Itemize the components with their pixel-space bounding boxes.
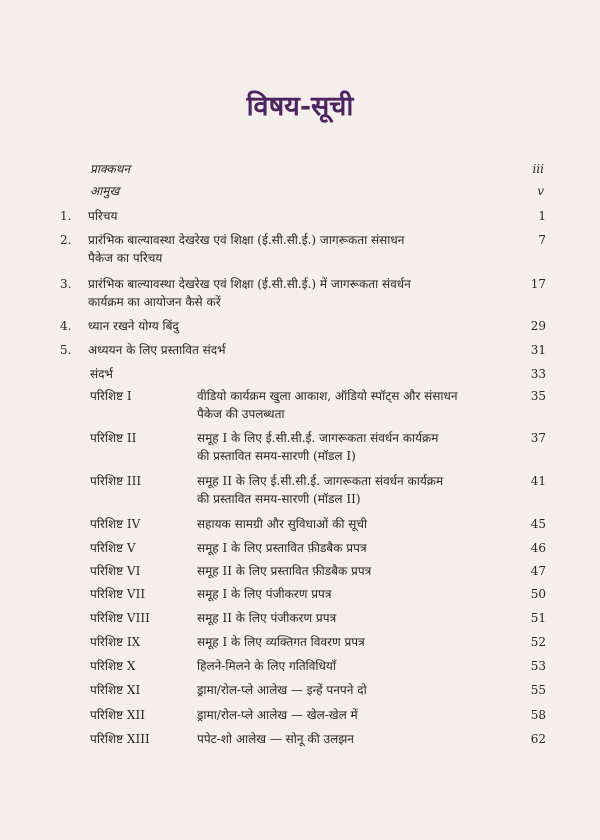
appendix-label: परिशिष्ट V (90, 541, 136, 555)
page-number: 53 (530, 659, 546, 673)
chapter-number: 4. (60, 319, 72, 333)
entry-label-line-2: पैकेज की उपलब्धता (197, 407, 285, 421)
appendix-label: परिशिष्ट III (90, 474, 142, 488)
chapter-number: 2. (60, 233, 72, 247)
entry-label: संदर्भ (90, 367, 113, 381)
page-number: iii (532, 162, 544, 176)
entry-label: समूह I के लिए पंजीकरण प्रपत्र (197, 587, 332, 601)
page-number: 50 (530, 587, 546, 601)
entry-label: आमुख (90, 184, 120, 198)
appendix-label: परिशिष्ट VII (90, 587, 146, 601)
entry-label-line-2: की प्रस्तावित समय-सारणी (मॉडल II) (197, 492, 361, 506)
page-number: 17 (530, 277, 546, 291)
page-number: 52 (530, 635, 546, 649)
appendix-label: परिशिष्ट VIII (90, 611, 150, 625)
entry-label: हिलने-मिलने के लिए गतिविधियाँ (197, 659, 336, 673)
chapter-number: 3. (60, 277, 72, 291)
chapter-number: 1. (60, 209, 72, 223)
entry-label: समूह II के लिए प्रस्तावित फ़ीडबैक प्रपत्र (197, 564, 372, 578)
page-number: 7 (538, 233, 546, 247)
appendix-label: परिशिष्ट VI (90, 564, 141, 578)
entry-label-line-1: समूह II के लिए ई.सी.सी.ई. जागरूकता संवर्धन कार्यक्रम (197, 474, 444, 488)
entry-label-line-1: प्रारंभिक बाल्यावस्था देखरेख एवं शिक्षा (ई.सी.सी.ई.) में जागरूकता संवर्धन (88, 277, 411, 291)
entry-label: समूह I के लिए व्यक्तिगत विवरण प्रपत्र (197, 635, 365, 649)
page-number: 47 (530, 564, 546, 578)
entry-label: परिचय (88, 209, 118, 223)
entry-label: समूह I के लिए प्रस्तावित फ़ीडबैक प्रपत्र (197, 541, 367, 555)
page-number: 46 (530, 541, 546, 555)
page-number: 35 (530, 389, 546, 403)
page-number: 62 (530, 732, 546, 746)
page-number: 29 (530, 319, 546, 333)
appendix-label: परिशिष्ट I (90, 389, 132, 403)
entry-label: सहायक सामग्री और सुविधाओं की सूची (197, 517, 368, 531)
entry-label-line-2: कार्यक्रम का आयोजन कैसे करें (88, 295, 221, 309)
page-number: 33 (530, 367, 546, 381)
page-number: v (537, 184, 544, 198)
page-number: 55 (530, 683, 546, 697)
page-number: 31 (530, 343, 546, 357)
page-number: 41 (530, 474, 546, 488)
chapter-number: 5. (60, 343, 72, 357)
entry-label: प्राक्कथन (90, 162, 131, 176)
entry-label-line-2: पैकेज का परिचय (88, 251, 163, 265)
entry-label: समूह II के लिए पंजीकरण प्रपत्र (197, 611, 337, 625)
entry-label: ड्रामा/रोल-प्ले आलेख — इन्हें पनपने दो (197, 683, 367, 697)
page-title: विषय-सूची (246, 91, 354, 122)
appendix-label: परिशिष्ट XIII (90, 732, 150, 746)
appendix-label: परिशिष्ट XII (90, 708, 145, 722)
appendix-label: परिशिष्ट II (90, 431, 137, 445)
appendix-label: परिशिष्ट X (90, 659, 136, 673)
appendix-label: परिशिष्ट IV (90, 517, 141, 531)
entry-label: अध्ययन के लिए प्रस्तावित संदर्भ (88, 343, 226, 357)
appendix-label: परिशिष्ट IX (90, 635, 141, 649)
entry-label: ध्यान रखने योग्य बिंदु (88, 319, 179, 333)
entry-label: पपेट-शो आलेख — सोनू की उलझन (197, 732, 354, 746)
entry-label-line-1: समूह I के लिए ई.सी.सी.ई. जागरूकता संवर्धन कार्यक्रम (197, 431, 439, 445)
entry-label-line-2: की प्रस्तावित समय-सारणी (मॉडल I) (197, 449, 356, 463)
page-number: 1 (538, 209, 546, 223)
appendix-label: परिशिष्ट XI (90, 683, 141, 697)
page-number: 58 (530, 708, 546, 722)
page-number: 37 (530, 431, 546, 445)
entry-label-line-1: प्रारंभिक बाल्यावस्था देखरेख एवं शिक्षा (ई.सी.सी.ई.) जागरूकता संसाधन (88, 233, 405, 247)
entry-label-line-1: वीडियो कार्यक्रम खुला आकाश, ऑडियो स्पॉट्स और संसाधन (197, 389, 458, 403)
page-number: 45 (530, 517, 546, 531)
entry-label: ड्रामा/रोल-प्ले आलेख — खेल-खेल में (197, 708, 358, 722)
page-number: 51 (530, 611, 546, 625)
